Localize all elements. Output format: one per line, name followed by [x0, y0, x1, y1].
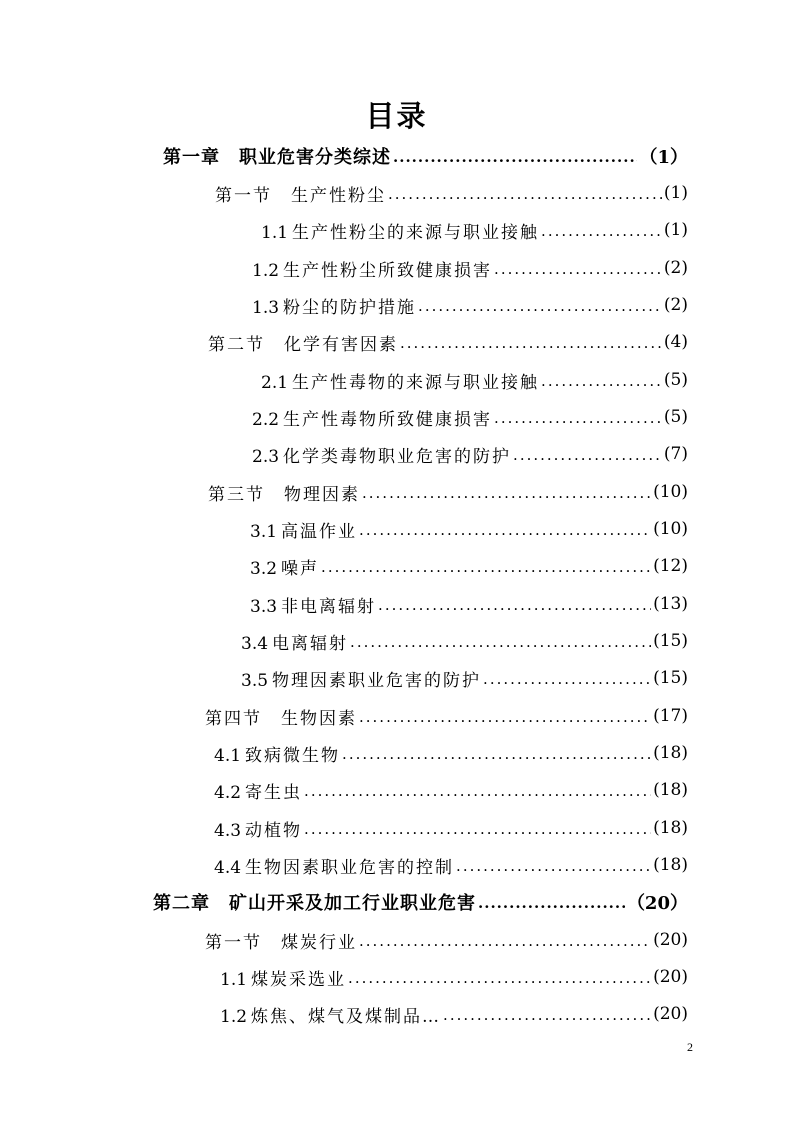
dot-leader: [541, 372, 662, 390]
toc-entry-text: 噪声: [281, 558, 320, 579]
toc-entry-label: [205, 928, 357, 953]
toc-title: 目录: [365, 99, 428, 133]
dot-leader: [418, 297, 662, 315]
toc-page-ref: （1）: [639, 147, 688, 168]
toc-entry-text: 电离辐射: [272, 633, 349, 654]
toc-page-ref: （20）: [626, 893, 688, 914]
toc-entry-number: 3.1: [250, 521, 278, 542]
dot-leader: [359, 932, 651, 950]
dot-leader: [513, 446, 662, 464]
toc-page-ref: (20): [653, 1004, 688, 1024]
toc-entry-text: 炼焦、煤气及煤制品…: [251, 1006, 442, 1027]
toc-page-ref: (18): [653, 818, 688, 838]
toc-entry-number: 1.2: [252, 260, 280, 281]
toc-entry-number: 4.4: [214, 857, 242, 878]
toc-entry-label: [153, 889, 476, 915]
toc-page-ref: (1): [663, 220, 688, 240]
toc-entry-sub: [261, 367, 688, 393]
toc-entry-sub: [241, 628, 688, 654]
toc-entry-number: 3.4: [241, 633, 269, 654]
toc-entry-sub: [214, 815, 688, 841]
toc-page-ref: (18): [653, 743, 688, 763]
toc-entry-number: 4.2: [214, 782, 242, 803]
toc-entry-number: 3.2: [250, 558, 278, 579]
toc-entry-text: 第一节 煤炭行业: [205, 932, 357, 953]
toc-entry-label: [261, 218, 539, 243]
toc-entry-text: 第一节 生产性粉尘: [215, 185, 386, 206]
toc-page-ref: (17): [653, 706, 688, 726]
page-number: 2: [687, 1040, 693, 1054]
toc-entry-text: 第二章 矿山开采及加工行业职业危害: [153, 893, 476, 914]
toc-page-ref: (10): [653, 482, 688, 502]
toc-entry-label: [250, 592, 376, 617]
toc-entry-section: [205, 927, 688, 953]
dot-leader: [478, 894, 625, 912]
toc-entry-chapter: [153, 889, 688, 915]
dot-leader: [359, 521, 651, 539]
toc-page-ref: (20): [653, 930, 688, 950]
toc-entry-sub: [214, 777, 688, 803]
toc-page-ref: (2): [663, 258, 688, 278]
toc-entry-section: [205, 703, 688, 729]
dot-leader: [541, 222, 662, 240]
toc-entry-sub: [252, 404, 688, 430]
dot-leader: [483, 670, 651, 688]
toc-entry-label: [208, 480, 360, 505]
toc-entry-text: 动植物: [245, 820, 303, 841]
toc-entry-sub: [250, 516, 688, 542]
toc-entry-label: [252, 256, 492, 281]
toc-entry-label: [261, 368, 539, 393]
toc-entry-label: [252, 442, 511, 467]
dot-leader: [378, 596, 651, 614]
dot-leader: [388, 185, 662, 203]
toc-entry-label: [215, 181, 386, 206]
toc-entry-sub: [252, 441, 688, 467]
toc-entry-number: 1.3: [252, 297, 280, 318]
toc-entry-sub: [250, 591, 688, 617]
toc-entry-text: 生产性毒物的来源与职业接触: [292, 372, 540, 393]
toc-entry-text: 非电离辐射: [281, 596, 377, 617]
toc-entry-number: 4.1: [214, 745, 242, 766]
toc-entry-sub: [250, 553, 688, 579]
toc-entry-text: 化学类毒物职业危害的防护: [283, 446, 512, 467]
toc-entry-text: 粉尘的防护措施: [283, 297, 417, 318]
toc-entry-sub: [252, 255, 688, 281]
dot-leader: [494, 260, 662, 278]
toc-entry-label: [208, 330, 398, 355]
toc-entry-section: [208, 479, 688, 505]
toc-page-ref: (5): [663, 370, 688, 390]
toc-page-ref: (4): [663, 332, 688, 352]
toc-page-ref: (1): [663, 183, 688, 203]
toc-entry-number: 4.3: [214, 820, 242, 841]
toc-entry-label: [250, 554, 319, 579]
toc-entry-sub: [220, 1001, 688, 1027]
toc-entry-text: 第四节 生物因素: [205, 708, 357, 729]
toc-entry-label: [214, 816, 302, 841]
dot-leader: [304, 820, 651, 838]
dot-leader: [342, 745, 651, 763]
toc-entry-sub: [252, 292, 688, 318]
toc-entry-label: [205, 704, 357, 729]
toc-entry-text: 煤炭采选业: [251, 969, 347, 990]
toc-page-ref: (2): [663, 295, 688, 315]
dot-leader: [304, 782, 651, 800]
dot-leader: [359, 708, 651, 726]
toc-entry-text: 生物因素职业危害的控制: [245, 857, 455, 878]
toc-entry-label: [214, 853, 454, 878]
toc-entry-number: 1.2: [220, 1006, 248, 1027]
dot-leader: [362, 484, 651, 502]
toc-entry-number: 2.2: [252, 409, 280, 430]
toc-page-ref: (5): [663, 407, 688, 427]
toc-entry-number: 3.5: [241, 670, 269, 691]
toc-entry-label: [163, 143, 391, 169]
dot-leader: [348, 969, 651, 987]
dot-leader: [400, 334, 662, 352]
toc-entry-section: [208, 329, 688, 355]
toc-entry-sub: [214, 740, 688, 766]
toc-entry-label: [241, 666, 481, 691]
toc-entry-sub: [220, 964, 688, 990]
toc-entry-number: 1.1: [220, 969, 248, 990]
toc-entry-number: 3.3: [250, 596, 278, 617]
toc-entry-text: 生产性粉尘所致健康损害: [283, 260, 493, 281]
dot-leader: [393, 148, 637, 166]
toc-page-ref: (12): [653, 556, 688, 576]
toc-page-ref: (13): [653, 594, 688, 614]
toc-entry-text: 高温作业: [281, 521, 358, 542]
dot-leader: [443, 1006, 651, 1024]
toc-entry-label: [214, 741, 340, 766]
dot-leader: [456, 857, 651, 875]
toc-entry-text: 生产性毒物所致健康损害: [283, 409, 493, 430]
toc-entry-number: 2.1: [261, 372, 289, 393]
toc-entry-sub: [261, 217, 688, 243]
dot-leader: [321, 558, 651, 576]
toc-entry-number: 2.3: [252, 446, 280, 467]
toc-page-ref: (15): [653, 631, 688, 651]
toc-page-ref: (18): [653, 780, 688, 800]
toc-entry-sub: [214, 852, 688, 878]
toc-entry-label: [214, 778, 302, 803]
dot-leader: [350, 633, 651, 651]
toc-entry-label: [252, 405, 492, 430]
toc-entry-label: [220, 965, 346, 990]
toc-entry-label: [250, 517, 357, 542]
toc-entry-section: [215, 180, 688, 206]
toc-page-ref: (18): [653, 855, 688, 875]
toc-page-ref: (15): [653, 668, 688, 688]
toc-page-ref: (7): [663, 444, 688, 464]
toc-entry-text: 第一章 职业危害分类综述: [163, 147, 391, 168]
toc-entry-label: [241, 629, 348, 654]
toc-entry-chapter: [163, 143, 688, 169]
toc-entry-text: 第二节 化学有害因素: [208, 334, 398, 355]
toc-entry-sub: [241, 665, 688, 691]
toc-page-ref: (10): [653, 519, 688, 539]
dot-leader: [494, 409, 662, 427]
toc-entry-text: 寄生虫: [245, 782, 303, 803]
toc-entry-label: [252, 293, 416, 318]
toc-entry-text: 物理因素职业危害的防护: [272, 670, 482, 691]
toc-entry-text: 生产性粉尘的来源与职业接触: [292, 222, 540, 243]
toc-page-ref: (20): [653, 967, 688, 987]
toc-entry-text: 第三节 物理因素: [208, 484, 360, 505]
toc-entry-text: 致病微生物: [245, 745, 341, 766]
toc-entry-number: 1.1: [261, 222, 289, 243]
toc-entry-label: [220, 1002, 441, 1027]
